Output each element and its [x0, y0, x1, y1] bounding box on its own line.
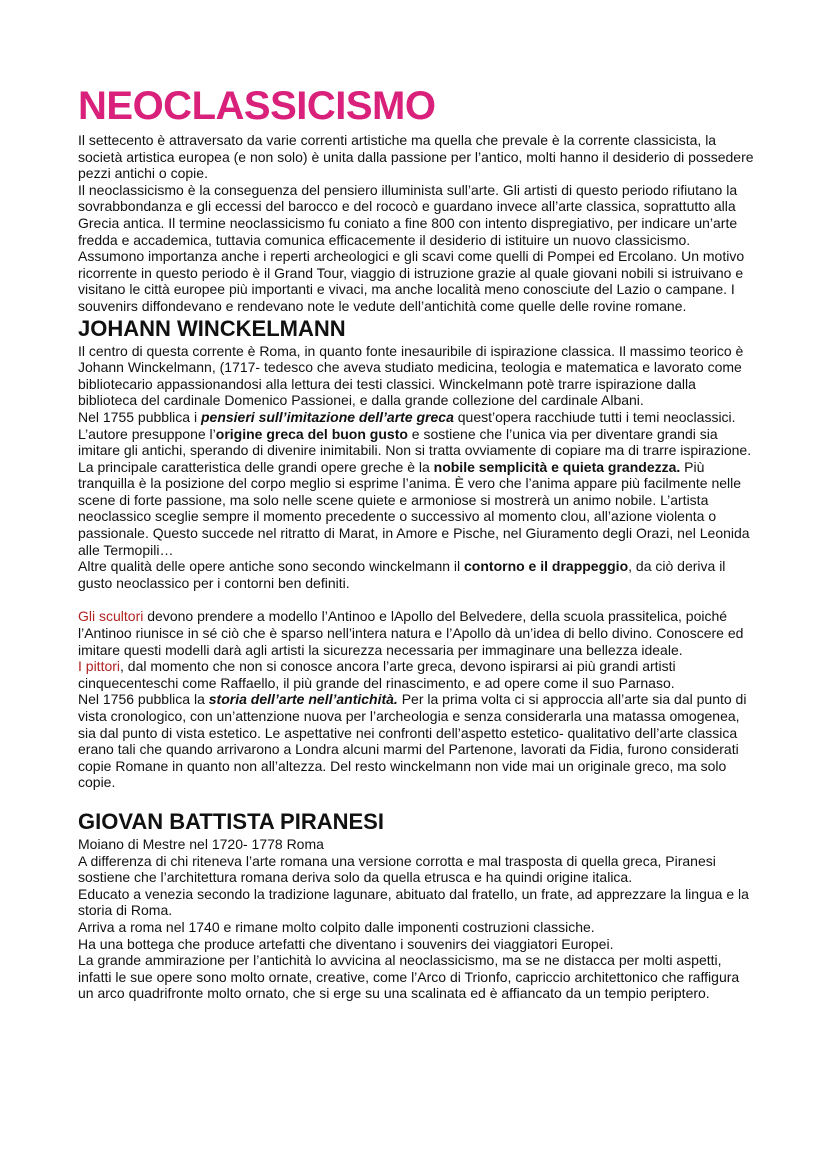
emphasis-buon-gusto: origine greca del buon gusto — [215, 425, 408, 442]
winckelmann-paragraph-3: Altre qualità delle opere antiche sono secondo winckelmann il contorno e il drappeggio, da ciò deriva il gusto neoclassico per i contorni ben definiti. — [78, 558, 726, 591]
section-heading-winckelmann: JOHANN WINCKELMANN — [78, 315, 346, 341]
winckelmann-paragraph-scultori: Gli scultori devono prendere a modello l’Antinoo e lApollo del Belvedere, della scuola prassitelica, poiché l’Antinoo riunisce in sé ciò che è sparso nell’intera natura e l’Apollo dà un’idea di bello divino. Conoscere ed imitare questi modelli darà agli artisti la sicurezza necessaria per immaginare una bellezza ideale. — [78, 608, 744, 658]
piranesi-line-2: A differenza di chi riteneva l’arte romana una versione corrotta e mal trasposta di quella greca, Piranesi sostiene che l’architettura romana deriva solo da quella etrusca e ha quindi origine italica. — [78, 852, 716, 886]
work-title-pensieri: pensieri sull’imitazione dell’arte greca — [200, 408, 454, 425]
winckelmann-paragraph-1: Il centro di questa corrente è Roma, in quanto fonte inesauribile di ispirazione classica. Il massimo teorico è Johann Winckelmann, (1717- tedesco che aveva studiato medicina, teologia e matematica e lavorato come bibliotecario appassionandosi alla lettura dei testi classici. Winckelmann potè trarre ispirazione dalla biblioteca del cardinale Domenico Passionei, e dalla grande collezione del cardinale Albani. — [78, 342, 744, 409]
piranesi-line-4: Arriva a roma nel 1740 e rimane molto colpito dalle imponenti costruzioni classiche. — [78, 918, 595, 935]
piranesi-line-1: Moiano di Mestre nel 1720- 1778 Roma — [78, 835, 324, 852]
piranesi-line-5: Ha una bottega che produce artefatti che diventano i souvenirs dei viaggiatori Europei. — [78, 935, 614, 952]
label-pittori: I pittori — [78, 658, 121, 675]
label-scultori: Gli scultori — [78, 608, 144, 625]
piranesi-line-6: La grande ammirazione per l’antichità lo avvicina al neoclassicismo, ma se ne distacca per molti aspetti, infatti le sue opere sono molto ornate, creative, come l’Arco di Trionfo, capriccio architettonico che raffigura un arco quadrifronte molto ornato, che si erge su una scalinata ed è affiancato da un tempio periptero. — [78, 952, 740, 1002]
intro-paragraph-1: Il settecento è attraversato da varie correnti artistiche ma quella che prevale è la corrente classicista, la società artistica europea (e non solo) è unita dalla passione per l’antico, molti hanno il desiderio di possedere pezzi antichi o copie. — [78, 132, 754, 182]
winckelmann-paragraph-2: Nel 1755 pubblica i pensieri sull’imitazione dell’arte greca quest’opera racchiude tutti i temi neoclassici. L’autore presuppone l’origine greca del buon gusto e sostiene che l’unica via per diventare grandi sia imitare gli antichi, sperando di divenire inimitabili. Non si tratta ovviamente di copiare ma di trarre ispirazione. La principale caratteristica delle grandi opere greche è la nobile semplicità e quieta grandezza. Più tranquilla è la posizione del corpo meglio si esprime l’anima. È vero che l’anima appare più facilmente nelle scene di forte passione, ma solo nelle scene quiete e armoniose si mostrerà un animo nobile. L’artista neoclassico sceglie sempre il momento precedente o successivo al momento clou, all’azione violenta o passionale. Questo succede nel ritratto di Marat, in Amore e Pische, nel Giuramento degli Orazi, nel Leonida alle Termopili… — [78, 408, 752, 558]
intro-paragraph-2: Il neoclassicismo è la conseguenza del pensiero illuminista sull’arte. Gli artisti di questo periodo rifiutano la sovrabbondanza e gli eccessi del barocco e del rococò e guardano invece all’arte classica, soprattutto alla Grecia antica. Il termine neoclassicismo fu coniato a fine 800 con intento dispregiativo, per indicare un’arte fredda e accademica, tuttavia comunica efficacemente il desiderio di istituire un nuovo classicismo. Assumono importanza anche i reperti archeologici e gli scavi come quelli di Pompei ed Ercolano. Un motivo ricorrente in questo periodo è il Grand Tour, viaggio di istruzione grazie al quale giovani nobili si istruivano e visitano le città europee più importanti e vivaci, ma anche località meno conosciute del Lazio o campane. I souvenirs diffondevano e rendevano note le vedute dell’antichità come quelle delle rovine romane. — [78, 181, 745, 314]
winckelmann-paragraph-storia: Nel 1756 pubblica la storia dell’arte nell’antichità. Per la prima volta ci si approccia all’arte sia dal punto di vista cronologico, con un’attenzione nuova per l’archeologia e senza considerarla una matassa omogenea, sia dal punto di vista estetico. Le aspettative nei confronti dell’aspetto estetico- qualitativo dell’arte classica erano tali che quando arrivarono a Londra alcuni marmi del Partenone, lavorati da Fidia, furono considerati copie Romane in quanto non all’altezza. Del resto winckelmann non vide mai un originale greco, ma solo copie. — [78, 691, 747, 791]
spacer — [78, 591, 758, 608]
winckelmann-paragraph-pittori: I pittori, dal momento che non si conosce ancora l’arte greca, devono ispirarsi ai più grandi artisti cinquecenteschi come Raffaello, il più grande del rinascimento, e ad opere come il suo Parnaso. — [78, 658, 676, 691]
emphasis-nobile-semplicita: nobile semplicità e quieta grandezza. — [433, 458, 681, 475]
page-title: NEOCLASSICISMO — [78, 84, 436, 128]
piranesi-line-3: Educato a venezia secondo la tradizione lagunare, abituato dal fratello, un frate, ad apprezzare la lingua e la storia di Roma. — [78, 885, 749, 919]
section-heading-piranesi: GIOVAN BATTISTA PIRANESI — [78, 808, 384, 834]
work-title-storia: storia dell’arte nell’antichità. — [208, 691, 398, 708]
emphasis-contorno: contorno e il drappeggio — [464, 558, 629, 575]
spacer — [78, 791, 758, 808]
document-page — [78, 84, 758, 1002]
